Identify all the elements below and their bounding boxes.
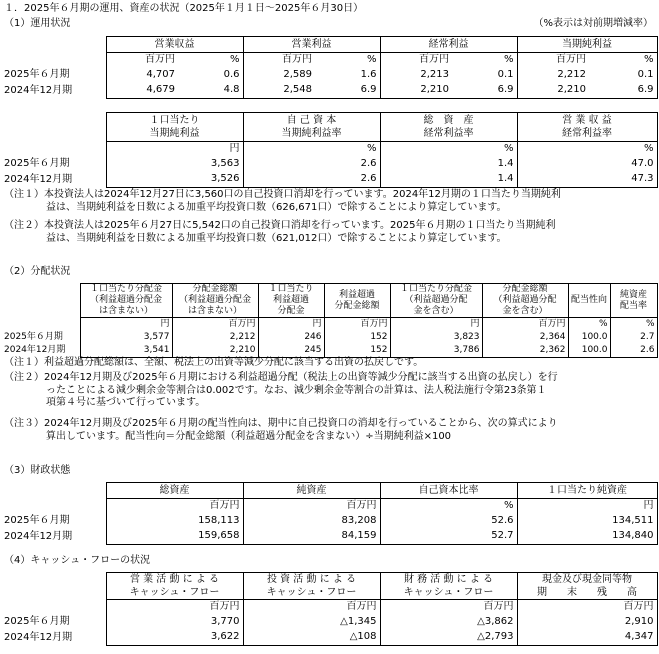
header-investing-cf: 投 資 活 動 に よ る キャッシュ・フロー xyxy=(243,573,380,600)
value-cell: 134,840 xyxy=(517,529,657,545)
row-label: 2025年６月期 xyxy=(4,331,63,342)
table-row xyxy=(2,630,657,646)
value-cell: 52.6 xyxy=(380,514,517,529)
value-cell: △2,793 xyxy=(380,630,517,646)
unit-cell: % xyxy=(568,318,610,332)
unit-cell: 円 xyxy=(390,318,482,332)
unit-cell: 百万円 xyxy=(517,53,589,69)
value-cell: 6.9 xyxy=(315,83,380,99)
unit-cell: 円 xyxy=(517,499,657,515)
header-net-assets: 純資産 xyxy=(243,483,380,499)
section-title-financial-position: （3）財政状態 xyxy=(4,465,71,476)
unit-cell: % xyxy=(243,142,380,158)
header-operating-revenue: 営業収益 xyxy=(106,37,243,53)
table-row xyxy=(2,615,657,630)
header-payout: 配当性向 xyxy=(568,284,610,318)
page-heading: １．2025年６月期の運用、資産の状況（2025年１月１日～2025年６月30日） xyxy=(4,3,364,14)
unit-cell: 百万円 xyxy=(106,600,243,616)
header-dpu: １口当たり分配金 （利益超過分配金 は含まない） xyxy=(80,284,172,318)
row-label: 2025年６月期 xyxy=(4,616,70,628)
header-dpu-incl: １口当たり分配金 （利益超過分配 金を含む） xyxy=(390,284,482,318)
value-cell: 2,589 xyxy=(243,68,315,83)
table-row xyxy=(2,514,657,529)
unit-cell: % xyxy=(380,499,517,515)
row-label: 2024年12月期 xyxy=(4,345,66,356)
unit-cell: % xyxy=(517,142,657,158)
value-cell: 3,622 xyxy=(106,630,243,646)
unit-cell: 百万円 xyxy=(106,499,243,515)
header-roa: 総 資 産 経常利益率 xyxy=(380,113,517,142)
unit-cell: 円 xyxy=(80,318,172,332)
table-row xyxy=(2,331,657,344)
value-cell: 2,362 xyxy=(482,344,568,358)
value-cell: 2.6 xyxy=(243,172,380,188)
unit-cell: 百万円 xyxy=(106,53,178,69)
note-1: （注１）本投資法人は2024年12月27日に3,560口の自己投資口消却を行っています。2024年12月期の１口当たり当期純利 益は、当期純利益を日数による加重平均投資口数（626,671口）で除することにより算定しています。 xyxy=(4,189,561,213)
value-cell: 83,208 xyxy=(243,514,380,529)
value-cell: 159,658 xyxy=(106,529,243,545)
value-cell: 100.0 xyxy=(568,344,610,358)
table-row xyxy=(2,344,657,358)
value-cell: △108 xyxy=(243,630,380,646)
header-total-incl: 分配金総額 （利益超過分配 金を含む） xyxy=(482,284,568,318)
header-ordinary-income: 経常利益 xyxy=(380,37,517,53)
header-nav-per-unit-income: １口当たり 当期純利益 xyxy=(106,113,243,142)
value-cell: 0.6 xyxy=(178,68,243,83)
table-row xyxy=(2,83,657,99)
unit-cell: % xyxy=(178,53,243,69)
header-cash-end: 現金及び現金同等物 期 末 残 高 xyxy=(517,573,657,600)
value-cell: 47.0 xyxy=(517,157,657,172)
value-cell: 1.4 xyxy=(380,172,517,188)
header-equity-ratio: 自己資本比率 xyxy=(380,483,517,499)
value-cell: 1.6 xyxy=(315,68,380,83)
row-label: 2024年12月期 xyxy=(4,530,73,542)
value-cell: 2,364 xyxy=(482,331,568,344)
value-cell: 47.3 xyxy=(517,172,657,188)
value-cell: 158,113 xyxy=(106,514,243,529)
row-label: 2025年６月期 xyxy=(4,158,70,170)
value-cell: 3,541 xyxy=(80,344,172,358)
percent-note: （%表示は対前期増減率） xyxy=(533,18,653,29)
value-cell: 2.7 xyxy=(610,331,657,344)
header-financing-cf: 財 務 活 動 に よ る キャッシュ・フロー xyxy=(380,573,517,600)
value-cell: 2,210 xyxy=(172,344,258,358)
financial-position-table xyxy=(2,482,658,545)
value-cell: 2,210 xyxy=(517,83,589,99)
header-roe: 自 己 資 本 当期純利益率 xyxy=(243,113,380,142)
value-cell: 2,910 xyxy=(517,615,657,630)
header-nav-ratio: 純資産 配当率 xyxy=(610,284,657,318)
unit-cell: 百万円 xyxy=(324,318,390,332)
row-label: 2025年６月期 xyxy=(4,515,70,527)
unit-cell: 百万円 xyxy=(380,53,452,69)
header-operating-cf: 営 業 活 動 に よ る キャッシュ・フロー xyxy=(106,573,243,600)
dist-note-1: （注１）利益超過分配総額は、全額、税法上の出資等減少分配に該当する出資の払戻しです。 xyxy=(4,357,424,368)
value-cell: 3,786 xyxy=(390,344,482,358)
value-cell: 2.6 xyxy=(243,157,380,172)
value-cell: 6.9 xyxy=(589,83,657,99)
cash-flow-table xyxy=(2,572,658,646)
unit-cell: 百万円 xyxy=(380,600,517,616)
table-row xyxy=(2,529,657,545)
value-cell: 6.9 xyxy=(452,83,517,99)
value-cell: 84,159 xyxy=(243,529,380,545)
ratios-table xyxy=(2,112,658,188)
value-cell: 4,679 xyxy=(106,83,178,99)
value-cell: 2,212 xyxy=(172,331,258,344)
unit-cell: 百万円 xyxy=(482,318,568,332)
unit-cell: % xyxy=(610,318,657,332)
value-cell: 100.0 xyxy=(568,331,610,344)
value-cell: 4,707 xyxy=(106,68,178,83)
unit-cell: 百万円 xyxy=(172,318,258,332)
value-cell: 2.6 xyxy=(610,344,657,358)
header-nav-per-unit: １口当たり純資産 xyxy=(517,483,657,499)
unit-cell: 百万円 xyxy=(243,600,380,616)
section-title-cash-flows: （4）キャッシュ・フローの状況 xyxy=(4,555,151,566)
value-cell: 4.8 xyxy=(178,83,243,99)
table-row xyxy=(2,68,657,83)
value-cell: 246 xyxy=(258,331,324,344)
value-cell: 3,526 xyxy=(106,172,243,188)
value-cell: △3,862 xyxy=(380,615,517,630)
unit-cell: 百万円 xyxy=(243,53,315,69)
unit-cell: % xyxy=(315,53,380,69)
unit-cell: 円 xyxy=(106,142,243,158)
section-title-operations: （1）運用状況 xyxy=(4,18,71,29)
value-cell: 245 xyxy=(258,344,324,358)
value-cell: 3,563 xyxy=(106,157,243,172)
unit-cell: 円 xyxy=(258,318,324,332)
value-cell: 3,823 xyxy=(390,331,482,344)
value-cell: 134,511 xyxy=(517,514,657,529)
unit-cell: 百万円 xyxy=(243,499,380,515)
dist-note-3: （注３）2024年12月期及び2025年６月期の配当性向は、期中に自己投資口の消却を行っていることから、次の算式により 算出しています。配当性向＝分配金総額（利益超過分配金を含まない）÷当期純利益×100 xyxy=(4,418,558,442)
header-excess-total: 利益超過 分配金総額 xyxy=(324,284,390,318)
value-cell: 152 xyxy=(324,331,390,344)
header-total-dist: 分配金総額 （利益超過分配金 は含まない） xyxy=(172,284,258,318)
value-cell: 2,212 xyxy=(517,68,589,83)
value-cell: 0.1 xyxy=(452,68,517,83)
unit-cell: % xyxy=(452,53,517,69)
value-cell: 3,770 xyxy=(106,615,243,630)
unit-cell: % xyxy=(589,53,657,69)
row-label: 2024年12月期 xyxy=(4,631,73,643)
value-cell: 152 xyxy=(324,344,390,358)
operations-table xyxy=(2,36,658,99)
value-cell: 2,548 xyxy=(243,83,315,99)
header-net-income: 当期純利益 xyxy=(517,37,657,53)
row-label: 2024年12月期 xyxy=(4,84,73,96)
header-total-assets: 総資産 xyxy=(106,483,243,499)
table-row xyxy=(2,172,657,188)
value-cell: 4,347 xyxy=(517,630,657,646)
header-operating-income: 営業利益 xyxy=(243,37,380,53)
distribution-table xyxy=(2,283,658,358)
header-ordinary-margin: 営 業 収 益 経常利益率 xyxy=(517,113,657,142)
value-cell: 52.7 xyxy=(380,529,517,545)
row-label: 2025年６月期 xyxy=(4,69,70,81)
value-cell: 2,213 xyxy=(380,68,452,83)
table-row xyxy=(2,157,657,172)
value-cell: 3,577 xyxy=(80,331,172,344)
value-cell: 1.4 xyxy=(380,157,517,172)
section-title-distributions: （2）分配状況 xyxy=(4,266,71,277)
row-label: 2024年12月期 xyxy=(4,173,73,185)
unit-cell: % xyxy=(380,142,517,158)
dist-note-2: （注２）2024年12月期及び2025年６月期における利益超過分配（税法上の出資等減少分配に該当する出資の払戻し）を行 ったことによる減少剰余金等割合は0.002です。なお、減少剰余金等割合の計算は、法人税法施行令第23条第１ 項第４号に基づいて行っています。 xyxy=(4,372,558,408)
value-cell: 0.1 xyxy=(589,68,657,83)
header-excess-dpu: １口当たり 利益超過 分配金 xyxy=(258,284,324,318)
unit-cell: 百万円 xyxy=(517,600,657,616)
value-cell: △1,345 xyxy=(243,615,380,630)
value-cell: 2,210 xyxy=(380,83,452,99)
note-2: （注２）本投資法人は2025年６月27日に5,542口の自己投資口消却を行っています。2025年６月期の１口当たり当期純利 益は、当期純利益を日数による加重平均投資口数（621,012口）で除することにより算定しています。 xyxy=(4,220,556,244)
